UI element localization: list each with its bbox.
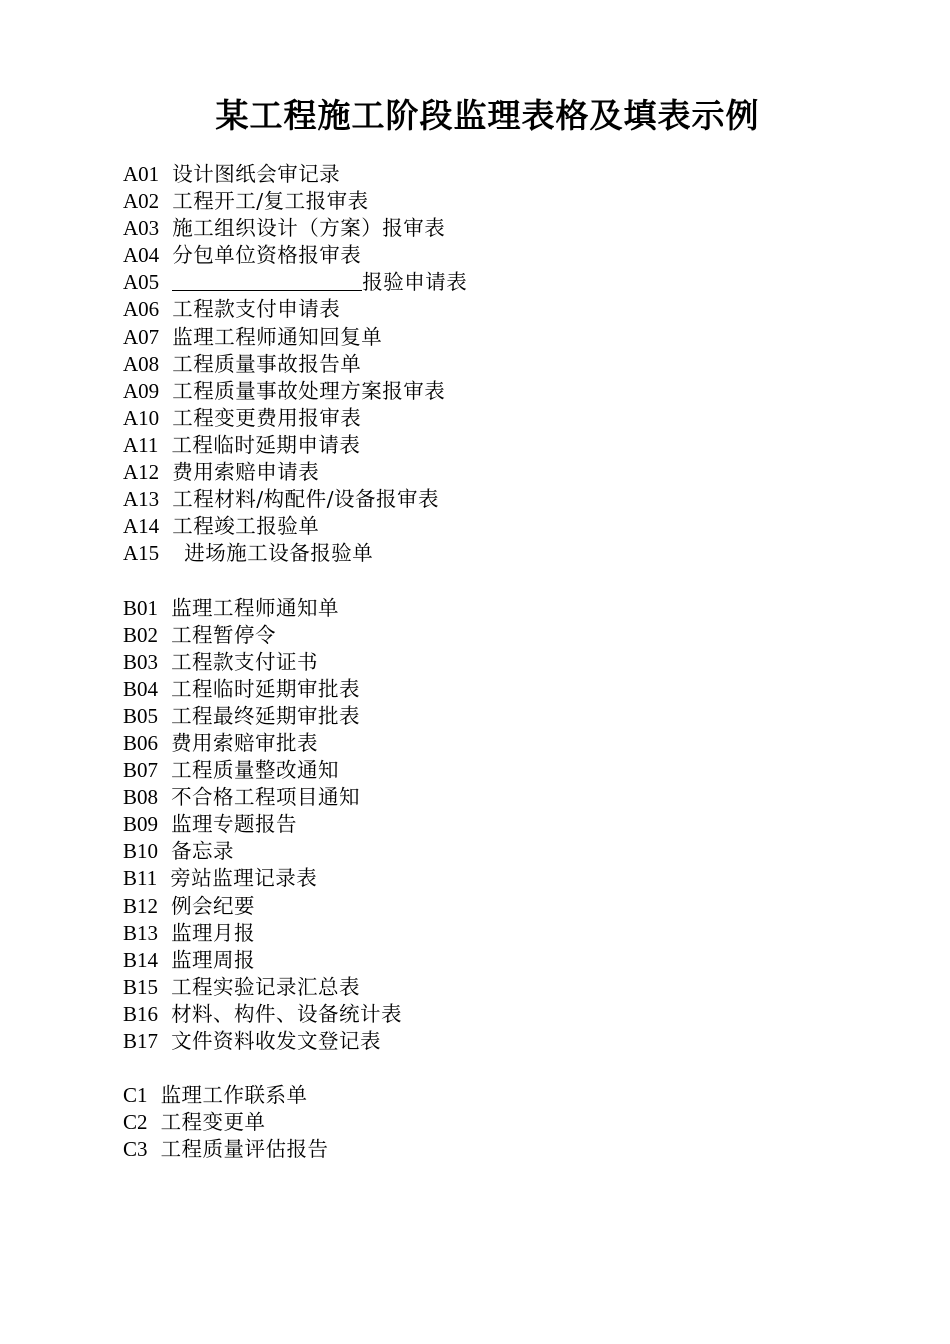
form-code: B04 <box>123 676 159 701</box>
list-item <box>123 838 883 865</box>
form-code: B16 <box>123 1001 159 1026</box>
form-code: A07 <box>123 324 160 349</box>
list-item <box>123 405 883 432</box>
fill-in-blank <box>172 272 362 291</box>
form-code: A08 <box>123 351 160 376</box>
form-code: A02 <box>123 189 160 214</box>
list-item <box>123 1082 883 1109</box>
form-name: 工程暂停令 <box>171 622 277 647</box>
list-item <box>123 486 883 513</box>
form-name: 旁站监理记录表 <box>170 866 318 891</box>
form-name: 监理周报 <box>171 947 256 972</box>
form-name: 施工组织设计（方案）报审表 <box>172 216 446 241</box>
list-item <box>123 622 883 649</box>
list-item <box>123 974 883 1001</box>
form-name: 监理专题报告 <box>171 812 298 837</box>
form-name: 费用索赔申请表 <box>172 460 320 485</box>
list-item <box>123 811 883 838</box>
form-code: B17 <box>123 1029 159 1053</box>
list-item <box>123 459 883 486</box>
form-code: B02 <box>123 622 159 647</box>
form-name: 监理工程师通知单 <box>171 595 340 620</box>
form-code: A06 <box>123 297 160 322</box>
form-name: 监理月报 <box>171 920 256 945</box>
list-item <box>123 920 883 947</box>
form-name: 进场施工设备报验单 <box>184 541 374 566</box>
form-code: B06 <box>123 730 159 755</box>
form-code: C3 <box>123 1137 148 1162</box>
form-list <box>123 161 883 1163</box>
form-name: 工程款支付申请表 <box>172 297 341 322</box>
form-name: 分包单位资格报审表 <box>172 243 362 268</box>
form-name <box>172 269 467 296</box>
form-name: 文件资料收发文登记表 <box>171 1029 382 1053</box>
list-item <box>123 947 883 974</box>
form-code: A14 <box>123 514 160 539</box>
form-name: 工程变更费用报审表 <box>172 405 362 430</box>
list-item <box>123 703 883 730</box>
form-name: 监理工作联系单 <box>160 1083 308 1108</box>
form-code: B05 <box>123 703 159 728</box>
list-item <box>123 1028 883 1055</box>
form-code: B07 <box>123 758 159 783</box>
list-item <box>123 378 883 405</box>
form-name: 工程最终延期审批表 <box>171 703 361 728</box>
list-item <box>123 432 883 459</box>
form-name: 工程质量评估报告 <box>160 1137 329 1162</box>
form-code: A15 <box>123 541 160 566</box>
form-code: B15 <box>123 974 159 999</box>
list-item <box>123 649 883 676</box>
form-code: C1 <box>123 1083 148 1108</box>
list-item <box>123 188 883 215</box>
form-code: B13 <box>123 920 159 945</box>
list-item <box>123 730 883 757</box>
form-name: 工程质量事故报告单 <box>172 351 362 376</box>
list-item <box>123 351 883 378</box>
form-name: 工程材料/构配件/设备报审表 <box>172 487 440 512</box>
form-code: A12 <box>123 460 160 485</box>
form-name-text: 报验申请表 <box>362 270 468 295</box>
group-spacer <box>123 1055 883 1082</box>
form-code: A01 <box>123 162 160 186</box>
form-code: C2 <box>123 1110 148 1135</box>
form-name: 工程变更单 <box>160 1110 266 1135</box>
form-code: B10 <box>123 839 159 864</box>
list-item <box>123 296 883 323</box>
form-name: 工程实验记录汇总表 <box>171 974 361 999</box>
list-item <box>123 242 883 269</box>
form-name: 工程质量事故处理方案报审表 <box>172 378 446 403</box>
form-code: B12 <box>123 893 159 918</box>
form-name: 工程款支付证书 <box>171 649 319 674</box>
list-item <box>123 540 883 567</box>
form-name: 设计图纸会审记录 <box>172 162 341 186</box>
list-item <box>123 1109 883 1136</box>
list-item <box>123 595 883 622</box>
form-name: 不合格工程项目通知 <box>171 785 361 810</box>
form-name: 工程开工/复工报审表 <box>172 189 369 214</box>
form-code: A10 <box>123 405 160 430</box>
form-code: B14 <box>123 947 159 972</box>
list-item <box>123 1136 883 1163</box>
list-item <box>123 676 883 703</box>
form-code: A09 <box>123 378 160 403</box>
page-title: 某工程施工阶段监理表格及填表示例 <box>215 96 760 135</box>
list-item <box>123 757 883 784</box>
form-code: B08 <box>123 785 159 810</box>
form-code: A03 <box>123 216 160 241</box>
form-code: B11 <box>123 866 158 891</box>
form-code: A04 <box>123 243 160 268</box>
form-code: A11 <box>123 432 159 457</box>
form-code: B01 <box>123 595 159 620</box>
form-code: A13 <box>123 487 160 512</box>
form-name: 工程临时延期审批表 <box>171 676 361 701</box>
list-item <box>123 865 883 892</box>
group-spacer <box>123 567 883 594</box>
form-code: A05 <box>123 270 160 295</box>
list-item <box>123 324 883 351</box>
form-code: B03 <box>123 649 159 674</box>
form-name: 工程竣工报验单 <box>172 514 320 539</box>
list-item <box>123 784 883 811</box>
list-item <box>123 161 883 188</box>
list-item <box>123 269 883 296</box>
form-name: 备忘录 <box>171 839 235 864</box>
form-name: 费用索赔审批表 <box>171 730 319 755</box>
list-item <box>123 1001 883 1028</box>
form-name: 监理工程师通知回复单 <box>172 324 383 349</box>
list-item <box>123 513 883 540</box>
form-code: B09 <box>123 812 159 837</box>
form-name: 工程临时延期申请表 <box>171 432 361 457</box>
form-name: 例会纪要 <box>171 893 256 918</box>
list-item <box>123 215 883 242</box>
form-name: 工程质量整改通知 <box>171 758 340 783</box>
form-name: 材料、构件、设备统计表 <box>171 1001 403 1026</box>
list-item <box>123 893 883 920</box>
